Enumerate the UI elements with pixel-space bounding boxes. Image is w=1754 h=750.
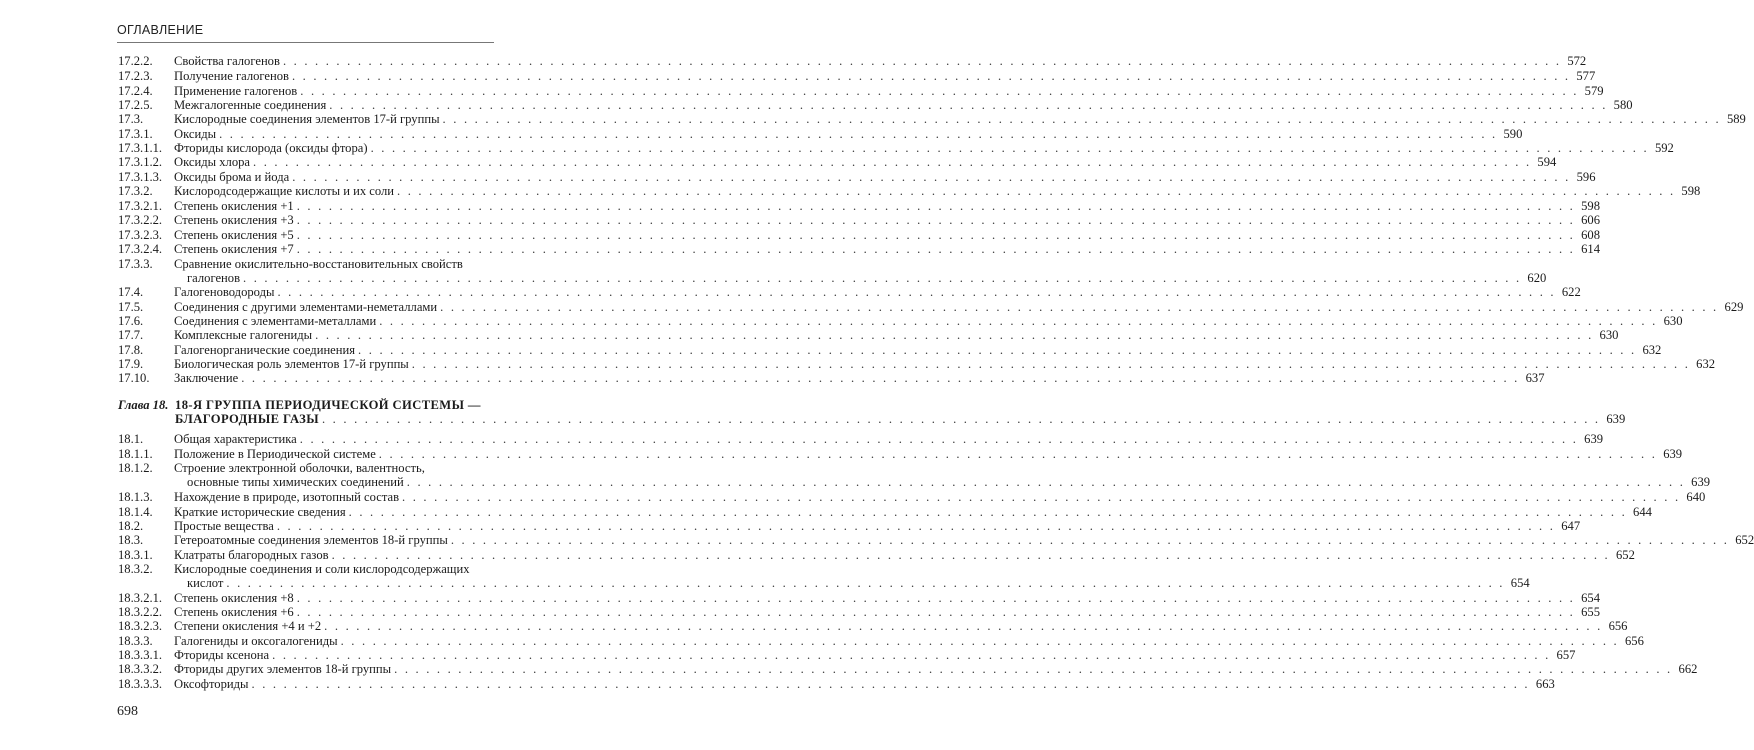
page-ref: 580 [1613, 98, 1633, 112]
page-ref: 630 [1599, 328, 1619, 342]
dot-leader: . . . . . . . . . . . . . . . . . . . . . . . . . . . . . . . . . . . . . . . . . . . . . . . . . . . . . . . . . . . . . . . . . . . . . . . . . . . . . . . . . . . . . . . . . . . . . . . . . . . . . . . . . . . . . . . . . . . . . . . . [253, 155, 1532, 169]
section-number: 18.1.2. [118, 461, 153, 475]
dot-leader: . . . . . . . . . . . . . . . . . . . . . . . . . . . . . . . . . . . . . . . . . . . . . . . . . . . . . . . . . . . . . . . . . . . . . . . . . . . . . . . . . . . . . . . . . . . . . . . . . . . . . . . . . . . . . . . . . . . . . . . . [450, 533, 1730, 547]
chapter-heading[interactable] [118, 398, 501, 413]
page-ref: 637 [1525, 371, 1545, 385]
entry-title: Галогеноводороды [174, 285, 275, 299]
toc-entry[interactable] [118, 127, 1523, 142]
toc-entry[interactable] [118, 533, 1754, 548]
page-ref: 590 [1503, 127, 1523, 141]
entry-title: Соединения с другими элементами-неметаллами [174, 300, 438, 314]
page-ref: 656 [1625, 634, 1644, 648]
section-number: 18.3. [118, 533, 144, 547]
entry-title: Степень окисления +6 [174, 605, 294, 619]
section-number: 17.3.3. [118, 257, 153, 271]
dot-leader: . . . . . . . . . . . . . . . . . . . . . . . . . . . . . . . . . . . . . . . . . . . . . . . . . . . . . . . . . . . . . . . . . . . . . . . . . . . . . . . . . . . . . . . . . . . . . . . . . . . . . . . . . . . . . . . . . . . . . . . . [402, 490, 1681, 504]
entry-title: Фториды ксенона [174, 648, 270, 662]
section-number: 17.9. [118, 357, 144, 371]
toc-entry[interactable] [118, 371, 1545, 386]
entry-title: Комплексные галогениды [174, 328, 313, 342]
entry-title: Применение галогенов [174, 84, 298, 98]
toc-entry[interactable] [118, 328, 1619, 343]
dot-leader: . . . . . . . . . . . . . . . . . . . . . . . . . . . . . . . . . . . . . . . . . . . . . . . . . . . . . . . . . . . . . . . . . . . . . . . . . . . . . . . . . . . . . . . . . . . . . . . . . . . . . . . . . . . . . . . . . . . . . . . . [299, 432, 1579, 446]
entry-title: Краткие исторические сведения [174, 505, 346, 519]
page-ref: 652 [1735, 533, 1754, 547]
toc-entry[interactable] [118, 548, 1635, 563]
entry-title: Соединения с элементами-металлами [174, 314, 377, 328]
page-ref: 639 [1663, 447, 1683, 461]
entry-title: Кислородные соединения элементов 17-й группы [174, 112, 440, 126]
page-ref: 596 [1576, 170, 1596, 184]
section-number: 17.3.2. [118, 184, 153, 198]
page-ref: 598 [1681, 184, 1701, 198]
page-ref: 630 [1663, 314, 1683, 328]
section-number: 18.2. [118, 519, 144, 533]
section-number: 17.3.1.1. [118, 141, 163, 155]
section-number: 17.2.4. [118, 84, 153, 98]
page-ref: 644 [1633, 505, 1652, 519]
dot-leader: . . . . . . . . . . . . . . . . . . . . . . . . . . . . . . . . . . . . . . . . . . . . . . . . . . . . . . . . . . . . . . . . . . . . . . . . . . . . . . . . . . . . . . . . . . . . . . . . . . . . . . . . . . . . . . . . . . . . . . . . [411, 357, 1691, 371]
entry-title: Биологическая роль элементов 17-й группы [174, 357, 409, 371]
entry-title: Фториды кислорода (оксиды фтора) [174, 141, 368, 155]
entry-title: Оксофториды [174, 677, 249, 691]
dot-leader: . . . . . . . . . . . . . . . . . . . . . . . . . . . . . . . . . . . . . . . . . . . . . . . . . . . . . . . . . . . . . . . . . . . . . . . . . . . . . . . . . . . . . . . . . . . . . . . . . . . . . . . . . . . . . . . . . . . . . . . . [300, 84, 1579, 98]
section-number: 18.3.3.2. [118, 662, 163, 676]
dot-leader: . . . . . . . . . . . . . . . . . . . . . . . . . . . . . . . . . . . . . . . . . . . . . . . . . . . . . . . . . . . . . . . . . . . . . . . . . . . . . . . . . . . . . . . . . . . . . . . . . . . . . . . . . . . . . . . . . . . . . . . . [276, 519, 1556, 533]
dot-leader: . . . . . . . . . . . . . . . . . . . . . . . . . . . . . . . . . . . . . . . . . . . . . . . . . . . . . . . . . . . . . . . . . . . . . . . . . . . . . . . . . . . . . . . . . . . . . . . . . . . . . . . . . . . . . . . . . . . . . . . . [282, 54, 1562, 68]
section-number: 17.2.5. [118, 98, 153, 112]
section-number: 18.3.2. [118, 562, 153, 576]
toc-entry[interactable] [118, 619, 1628, 634]
page-ref: 639 [1606, 412, 1626, 427]
page-ref: 614 [1581, 242, 1601, 256]
toc-entry[interactable] [118, 155, 1557, 170]
page-ref: 577 [1576, 69, 1596, 83]
dot-leader: . . . . . . . . . . . . . . . . . . . . . . . . . . . . . . . . . . . . . . . . . . . . . . . . . . . . . . . . . . . . . . . . . . . . . . . . . . . . . . . . . . . . . . . . . . . . . . . . . . . . . . . . . . . . . . . . . . . . . . . . [397, 184, 1676, 198]
toc-entry[interactable] [118, 357, 1716, 372]
section-number: 18.1. [118, 432, 144, 446]
page-ref: 606 [1581, 213, 1601, 227]
toc-entry[interactable] [118, 285, 1581, 300]
page-ref: 608 [1581, 228, 1601, 242]
toc-entry[interactable] [118, 112, 1746, 127]
entry-title-continued: кислот [187, 576, 224, 591]
toc-entry-continuation[interactable] [118, 412, 1626, 427]
page-ref: 598 [1581, 199, 1601, 213]
dot-leader: . . . . . . . . . . . . . . . . . . . . . . . . . . . . . . . . . . . . . . . . . . . . . . . . . . . . . . . . . . . . . . . . . . . . . . . . . . . . . . . . . . . . . . . . . . . . . . . . . . . . . . . . . . . . . . . . . . . . . . . . [296, 242, 1576, 256]
page-number: 698 [117, 704, 138, 719]
section-number: 17.10. [118, 371, 150, 385]
page-ref: 654 [1510, 576, 1530, 591]
dot-leader: . . . . . . . . . . . . . . . . . . . . . . . . . . . . . . . . . . . . . . . . . . . . . . . . . . . . . . . . . . . . . . . . . . . . . . . . . . . . . . . . . . . . . . . . . . . . . . . . . . . . . . . . . . . . . . . . . . . . . . . . [291, 69, 1571, 83]
section-number: 18.1.1. [118, 447, 153, 461]
section-number: 17.8. [118, 343, 144, 357]
page-ref: 632 [1696, 357, 1716, 371]
entry-title: Нахождение в природе, изотопный состав [174, 490, 400, 504]
toc-entry[interactable] [118, 505, 1652, 520]
page-ref: 663 [1535, 677, 1555, 691]
toc-entry[interactable] [118, 141, 1674, 156]
entry-title: Фториды других элементов 18-й группы [174, 662, 392, 676]
entry-title: Сравнение окислительно-восстановительных свойств [174, 257, 463, 271]
page-ref: 639 [1584, 432, 1604, 446]
page-ref: 592 [1654, 141, 1674, 155]
page-ref: 632 [1642, 343, 1662, 357]
dot-leader: . . . . . . . . . . . . . . . . . . . . . . . . . . . . . . . . . . . . . . . . . . . . . . . . . . . . . . . . . . . . . . . . . . . . . . . . . . . . . . . . . . . . . . . . . . . . . . . . . . . . . . . . . . . . . . . . . . . . . . . . [292, 170, 1571, 184]
toc-entry-continuation[interactable] [118, 576, 1530, 591]
page-ref: 572 [1567, 54, 1587, 68]
section-number: 18.1.4. [118, 505, 153, 519]
section-number: 17.3.2.2. [118, 213, 163, 227]
toc-entry[interactable] [118, 490, 1706, 505]
page-ref: 647 [1561, 519, 1581, 533]
toc-entry[interactable] [118, 562, 501, 577]
dot-leader: . . . . . . . . . . . . . . . . . . . . . . . . . . . . . . . . . . . . . . . . . . . . . . . . . . . . . . . . . . . . . . . . . . . . . . . . . . . . . . . . . . . . . . . . . . . . . . . . . . . . . . . . . . . . . . . . . . . . . . . . [296, 605, 1576, 619]
entry-title: Свойства галогенов [174, 54, 280, 68]
entry-title: Оксиды брома и йода [174, 170, 290, 184]
entry-title: Степень окисления +8 [174, 591, 294, 605]
dot-leader: . . . . . . . . . . . . . . . . . . . . . . . . . . . . . . . . . . . . . . . . . . . . . . . . . . . . . . . . . . . . . . . . . . . . . . . . . . . . . . . . . . . . . . . . . . . . . . . . . . . . . . . . . . . . . . . . . . . . . . . . [251, 677, 1530, 691]
entry-title: Заключение [174, 371, 239, 385]
dot-leader: . . . . . . . . . . . . . . . . . . . . . . . . . . . . . . . . . . . . . . . . . . . . . . . . . . . . . . . . . . . . . . . . . . . . . . . . . . . . . . . . . . . . . . . . . . . . . . . . . . . . . . . . . . . . . . . . . . . . . . . . [226, 576, 1505, 591]
dot-leader: . . . . . . . . . . . . . . . . . . . . . . . . . . . . . . . . . . . . . . . . . . . . . . . . . . . . . . . . . . . . . . . . . . . . . . . . . . . . . . . . . . . . . . . . . . . . . . . . . . . . . . . . . . . . . . . . . . . . . . . . [340, 634, 1619, 648]
toc-entry[interactable] [118, 447, 1683, 462]
dot-leader: . . . . . . . . . . . . . . . . . . . . . . . . . . . . . . . . . . . . . . . . . . . . . . . . . . . . . . . . . . . . . . . . . . . . . . . . . . . . . . . . . . . . . . . . . . . . . . . . . . . . . . . . . . . . . . . . . . . . . . . . [272, 648, 1551, 662]
section-number: 17.4. [118, 285, 144, 299]
entry-title-continued: БЛАГОРОДНЫЕ ГАЗЫ [175, 412, 319, 427]
toc-entry[interactable] [118, 300, 1744, 315]
toc-entry-continuation[interactable] [118, 475, 1711, 490]
page-ref: 639 [1691, 475, 1711, 490]
entry-title: Кислородсодержащие кислоты и их соли [174, 184, 395, 198]
section-number: 17.5. [118, 300, 144, 314]
section-number: 18.3.3.1. [118, 648, 163, 662]
dot-leader: . . . . . . . . . . . . . . . . . . . . . . . . . . . . . . . . . . . . . . . . . . . . . . . . . . . . . . . . . . . . . . . . . . . . . . . . . . . . . . . . . . . . . . . . . . . . . . . . . . . . . . . . . . . . . . . . . . . . . . . . [321, 412, 1601, 427]
page-ref: 620 [1527, 271, 1547, 286]
toc-entry[interactable] [118, 242, 1601, 257]
entry-title: Галогениды и оксогалогениды [174, 634, 338, 648]
running-header: ОГЛАВЛЕНИЕ [117, 23, 204, 37]
section-number: 17.2.2. [118, 54, 153, 68]
page-ref: 662 [1678, 662, 1698, 676]
section-number: 17.6. [118, 314, 144, 328]
page-ref: 657 [1556, 648, 1576, 662]
entry-title: Общая характеристика [174, 432, 297, 446]
page-ref: 640 [1686, 490, 1706, 504]
dot-leader: . . . . . . . . . . . . . . . . . . . . . . . . . . . . . . . . . . . . . . . . . . . . . . . . . . . . . . . . . . . . . . . . . . . . . . . . . . . . . . . . . . . . . . . . . . . . . . . . . . . . . . . . . . . . . . . . . . . . . . . . [331, 548, 1610, 562]
dot-leader: . . . . . . . . . . . . . . . . . . . . . . . . . . . . . . . . . . . . . . . . . . . . . . . . . . . . . . . . . . . . . . . . . . . . . . . . . . . . . . . . . . . . . . . . . . . . . . . . . . . . . . . . . . . . . . . . . . . . . . . . [370, 141, 1649, 155]
page-ref: 629 [1724, 300, 1744, 314]
section-number: 17.3.1.3. [118, 170, 163, 184]
dot-leader: . . . . . . . . . . . . . . . . . . . . . . . . . . . . . . . . . . . . . . . . . . . . . . . . . . . . . . . . . . . . . . . . . . . . . . . . . . . . . . . . . . . . . . . . . . . . . . . . . . . . . . . . . . . . . . . . . . . . . . . . [277, 285, 1556, 299]
section-number: Глава 18. [118, 398, 169, 412]
toc-entry[interactable] [118, 432, 1604, 447]
toc-entry[interactable] [118, 184, 1701, 199]
dot-leader: . . . . . . . . . . . . . . . . . . . . . . . . . . . . . . . . . . . . . . . . . . . . . . . . . . . . . . . . . . . . . . . . . . . . . . . . . . . . . . . . . . . . . . . . . . . . . . . . . . . . . . . . . . . . . . . . . . . . . . . . [243, 271, 1522, 286]
entry-title: Положение в Периодической системе [174, 447, 376, 461]
entry-title: Галогенорганические соединения [174, 343, 356, 357]
toc-entry[interactable] [118, 461, 501, 476]
toc-entry[interactable] [118, 213, 1601, 228]
toc-entry[interactable] [118, 54, 1587, 69]
dot-leader: . . . . . . . . . . . . . . . . . . . . . . . . . . . . . . . . . . . . . . . . . . . . . . . . . . . . . . . . . . . . . . . . . . . . . . . . . . . . . . . . . . . . . . . . . . . . . . . . . . . . . . . . . . . . . . . . . . . . . . . . [296, 591, 1576, 605]
page-ref: 654 [1581, 591, 1601, 605]
toc-entry[interactable] [118, 648, 1576, 663]
toc-entry-continuation[interactable] [118, 271, 1547, 286]
entry-title: Степень окисления +7 [174, 242, 294, 256]
dot-leader: . . . . . . . . . . . . . . . . . . . . . . . . . . . . . . . . . . . . . . . . . . . . . . . . . . . . . . . . . . . . . . . . . . . . . . . . . . . . . . . . . . . . . . . . . . . . . . . . . . . . . . . . . . . . . . . . . . . . . . . . [329, 98, 1608, 112]
dot-leader: . . . . . . . . . . . . . . . . . . . . . . . . . . . . . . . . . . . . . . . . . . . . . . . . . . . . . . . . . . . . . . . . . . . . . . . . . . . . . . . . . . . . . . . . . . . . . . . . . . . . . . . . . . . . . . . . . . . . . . . . [296, 228, 1576, 242]
dot-leader: . . . . . . . . . . . . . . . . . . . . . . . . . . . . . . . . . . . . . . . . . . . . . . . . . . . . . . . . . . . . . . . . . . . . . . . . . . . . . . . . . . . . . . . . . . . . . . . . . . . . . . . . . . . . . . . . . . . . . . . . [296, 199, 1576, 213]
toc-entry[interactable] [118, 228, 1601, 243]
entry-title: Степень окисления +5 [174, 228, 294, 242]
entry-title: Межгалогенные соединения [174, 98, 327, 112]
dot-leader: . . . . . . . . . . . . . . . . . . . . . . . . . . . . . . . . . . . . . . . . . . . . . . . . . . . . . . . . . . . . . . . . . . . . . . . . . . . . . . . . . . . . . . . . . . . . . . . . . . . . . . . . . . . . . . . . . . . . . . . . [241, 371, 1520, 385]
section-number: 17.3. [118, 112, 144, 126]
section-number: 17.3.2.3. [118, 228, 163, 242]
dot-leader: . . . . . . . . . . . . . . . . . . . . . . . . . . . . . . . . . . . . . . . . . . . . . . . . . . . . . . . . . . . . . . . . . . . . . . . . . . . . . . . . . . . . . . . . . . . . . . . . . . . . . . . . . . . . . . . . . . . . . . . . [406, 475, 1686, 490]
page-ref: 579 [1584, 84, 1604, 98]
entry-title: Клатраты благородных газов [174, 548, 329, 562]
section-number: 17.3.1. [118, 127, 153, 141]
entry-title: Кислородные соединения и соли кислородсодержащих [174, 562, 470, 576]
entry-title: Получение галогенов [174, 69, 289, 83]
entry-title: Оксиды [174, 127, 217, 141]
entry-title: Строение электронной оболочки, валентность, [174, 461, 425, 475]
entry-title-continued: галогенов [187, 271, 241, 286]
toc-entry[interactable] [118, 314, 1683, 329]
page-ref: 594 [1537, 155, 1557, 169]
section-number: 17.2.3. [118, 69, 153, 83]
section-number: 17.7. [118, 328, 144, 342]
entry-title: Простые вещества [174, 519, 274, 533]
section-number: 17.3.2.4. [118, 242, 163, 256]
toc-entry[interactable] [118, 84, 1604, 99]
page-ref: 622 [1561, 285, 1581, 299]
dot-leader: . . . . . . . . . . . . . . . . . . . . . . . . . . . . . . . . . . . . . . . . . . . . . . . . . . . . . . . . . . . . . . . . . . . . . . . . . . . . . . . . . . . . . . . . . . . . . . . . . . . . . . . . . . . . . . . . . . . . . . . . [296, 213, 1576, 227]
dot-leader: . . . . . . . . . . . . . . . . . . . . . . . . . . . . . . . . . . . . . . . . . . . . . . . . . . . . . . . . . . . . . . . . . . . . . . . . . . . . . . . . . . . . . . . . . . . . . . . . . . . . . . . . . . . . . . . . . . . . . . . . [442, 112, 1721, 126]
toc-entry[interactable] [118, 199, 1601, 214]
dot-leader: . . . . . . . . . . . . . . . . . . . . . . . . . . . . . . . . . . . . . . . . . . . . . . . . . . . . . . . . . . . . . . . . . . . . . . . . . . . . . . . . . . . . . . . . . . . . . . . . . . . . . . . . . . . . . . . . . . . . . . . . [394, 662, 1673, 676]
toc-entry[interactable] [118, 662, 1698, 677]
page-ref: 652 [1615, 548, 1635, 562]
section-number: 17.3.2.1. [118, 199, 163, 213]
section-number: 17.3.1.2. [118, 155, 163, 169]
page-ref: 656 [1608, 619, 1628, 633]
dot-leader: . . . . . . . . . . . . . . . . . . . . . . . . . . . . . . . . . . . . . . . . . . . . . . . . . . . . . . . . . . . . . . . . . . . . . . . . . . . . . . . . . . . . . . . . . . . . . . . . . . . . . . . . . . . . . . . . . . . . . . . . [219, 127, 1498, 141]
section-number: 18.3.2.3. [118, 619, 163, 633]
section-number: 18.3.3.3. [118, 677, 163, 691]
entry-title: Степень окисления +1 [174, 199, 294, 213]
toc-entry[interactable] [118, 69, 1596, 84]
toc-entry[interactable] [118, 605, 1601, 620]
entry-title: Гетероатомные соединения элементов 18-й группы [174, 533, 448, 547]
section-number: 18.1.3. [118, 490, 153, 504]
dot-leader: . . . . . . . . . . . . . . . . . . . . . . . . . . . . . . . . . . . . . . . . . . . . . . . . . . . . . . . . . . . . . . . . . . . . . . . . . . . . . . . . . . . . . . . . . . . . . . . . . . . . . . . . . . . . . . . . . . . . . . . . [379, 314, 1658, 328]
section-number: 18.3.2.2. [118, 605, 163, 619]
entry-title: Оксиды хлора [174, 155, 251, 169]
toc-entry[interactable] [118, 170, 1596, 185]
dot-leader: . . . . . . . . . . . . . . . . . . . . . . . . . . . . . . . . . . . . . . . . . . . . . . . . . . . . . . . . . . . . . . . . . . . . . . . . . . . . . . . . . . . . . . . . . . . . . . . . . . . . . . . . . . . . . . . . . . . . . . . . [315, 328, 1594, 342]
toc-entry[interactable] [118, 257, 501, 272]
dot-leader: . . . . . . . . . . . . . . . . . . . . . . . . . . . . . . . . . . . . . . . . . . . . . . . . . . . . . . . . . . . . . . . . . . . . . . . . . . . . . . . . . . . . . . . . . . . . . . . . . . . . . . . . . . . . . . . . . . . . . . . . [324, 619, 1603, 633]
page-ref: 589 [1726, 112, 1746, 126]
toc-entry[interactable] [118, 634, 1644, 649]
page-ref: 655 [1581, 605, 1601, 619]
toc-entry[interactable] [118, 591, 1601, 606]
toc-entry[interactable] [118, 677, 1555, 692]
entry-title: 18-Я ГРУППА ПЕРИОДИЧЕСКОЙ СИСТЕМЫ — [175, 398, 481, 412]
toc-entry[interactable] [118, 519, 1581, 534]
section-number: 18.3.1. [118, 548, 153, 562]
section-number: 18.3.2.1. [118, 591, 163, 605]
dot-leader: . . . . . . . . . . . . . . . . . . . . . . . . . . . . . . . . . . . . . . . . . . . . . . . . . . . . . . . . . . . . . . . . . . . . . . . . . . . . . . . . . . . . . . . . . . . . . . . . . . . . . . . . . . . . . . . . . . . . . . . . [348, 505, 1627, 519]
toc-entry[interactable] [118, 343, 1662, 358]
section-number: 18.3.3. [118, 634, 153, 648]
dot-leader: . . . . . . . . . . . . . . . . . . . . . . . . . . . . . . . . . . . . . . . . . . . . . . . . . . . . . . . . . . . . . . . . . . . . . . . . . . . . . . . . . . . . . . . . . . . . . . . . . . . . . . . . . . . . . . . . . . . . . . . . [440, 300, 1719, 314]
entry-title: Степени окисления +4 и +2 [174, 619, 322, 633]
toc-entry[interactable] [118, 98, 1633, 113]
dot-leader: . . . . . . . . . . . . . . . . . . . . . . . . . . . . . . . . . . . . . . . . . . . . . . . . . . . . . . . . . . . . . . . . . . . . . . . . . . . . . . . . . . . . . . . . . . . . . . . . . . . . . . . . . . . . . . . . . . . . . . . . [358, 343, 1637, 357]
entry-title: Степень окисления +3 [174, 213, 294, 227]
entry-title-continued: основные типы химических соединений [187, 475, 404, 490]
dot-leader: . . . . . . . . . . . . . . . . . . . . . . . . . . . . . . . . . . . . . . . . . . . . . . . . . . . . . . . . . . . . . . . . . . . . . . . . . . . . . . . . . . . . . . . . . . . . . . . . . . . . . . . . . . . . . . . . . . . . . . . . [378, 447, 1658, 461]
